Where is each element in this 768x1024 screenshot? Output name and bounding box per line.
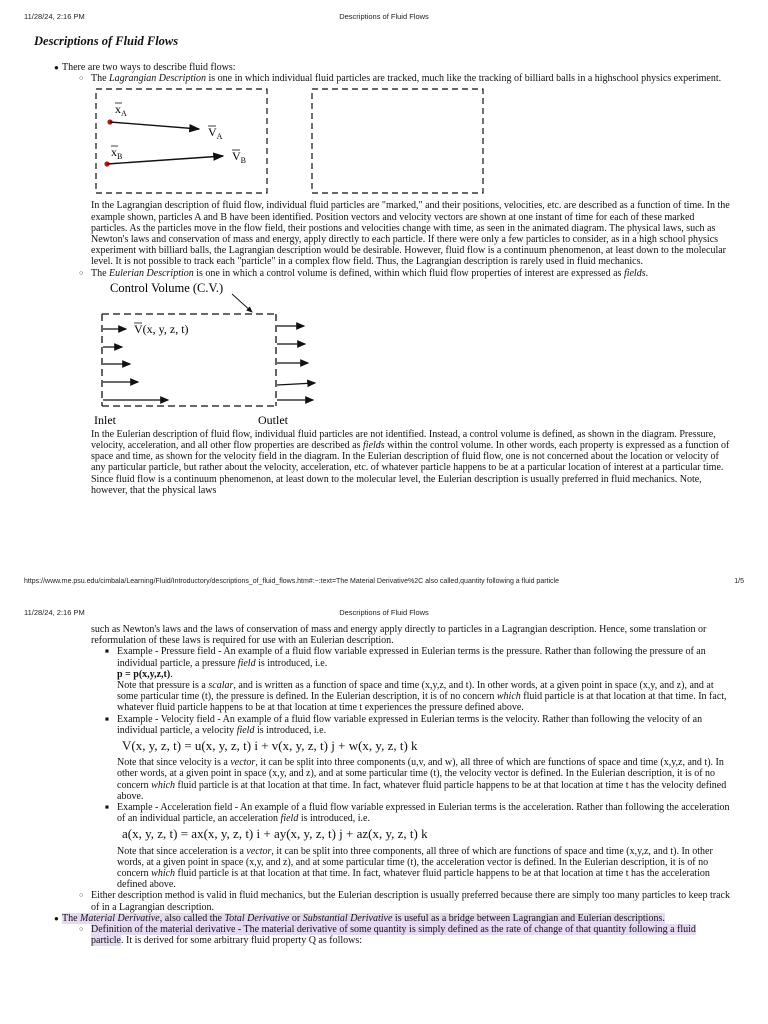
page-header (0, 608, 768, 622)
label-xa: $x_A$ (115, 102, 127, 119)
page-2-content (0, 624, 768, 946)
lagrangian-lead: The Lagrangian Description is one in which individual fluid particles are tracked, much like the tracking of billiard balls in a highschool physics experiment. (91, 73, 722, 85)
inlet-velocity-arrows (103, 329, 168, 400)
eulerian-paragraph-continued: such as Newton's laws and the laws of conservation of mass and energy apply directly to particles in a Lagrangian description. Hence, some translation or reformulation of these laws is required for use with an Eulerian description. (91, 624, 707, 647)
page-1-content (0, 62, 768, 496)
eulerian-paragraph: In the Eulerian description of fluid flow, individual fluid particles are not identified. Instead, a control volume is defined, as shown in the diagram. Pressure, velocity, acceleration, and all other flow properties are described as fields within the control volume. In other words, each property is expressed as a function of space and time, as shown for the velocity field in the diagram. In the Eulerian description of fluid flow, one is not concerned about the location or velocity of any particular particle, but rather about the velocity, acceleration, etc. of whatever particle happens to be at a particular location of interest at a particular time. Since fluid flow is a continuum phenomenon, at least down to the molecular level, the Eulerian description is usually preferred in fluid mechanics. Note, however, that the physical laws (91, 428, 730, 496)
lagrangian-frame-left (96, 89, 267, 193)
eulerian-lead: The Eulerian Description is one in which a control volume is defined, within which fluid flow properties of interest are expressed as fields. (91, 267, 649, 279)
bullet-circle: ○ (79, 74, 84, 83)
bullet-circle: ○ (79, 268, 84, 277)
outlet-label: Outlet (258, 412, 288, 427)
list-item-lagrangian (0, 73, 768, 84)
outlet-velocity-arrows (277, 326, 315, 400)
label-va: $V_A$ (208, 125, 223, 142)
list-item-intro (0, 62, 768, 73)
velocity-arrow-b (107, 156, 223, 164)
pressure-formula: p = p(x,y,z,t) (117, 668, 171, 680)
bullet-circle: ○ (79, 891, 84, 900)
bullet-disc: ● (54, 63, 59, 72)
velocity-arrow-a (110, 122, 199, 129)
list-item-eulerian (0, 268, 768, 279)
either-text: Either description method is valid in fluid mechanics, but the Eulerian description is usually preferred because there are simply too many particles to keep track of in a Lagrangian description. (91, 890, 730, 913)
example-pressure: ■ Example - Pressure field - An example of a fluid flow variable expressed in Eulerian terms is the pressure. Rather than following the pressure of an individual particle, a pressure field is introduced, i.e. p = p(x,y,z,t). Note that pressure is a scalar, and is written as a function of space and time (x,y,z, and t). In other words, at a given point in space (x,y, and z), and at some particular time (t), the pressure is defined. In the Eulerian description, it is of no concern which fluid particle is at that location at that time. In fact, whatever fluid particle happens to be at that location at time t experiences the pressure defined above. (105, 646, 727, 714)
velocity-field-label: V(x, y, z, t) (134, 321, 189, 336)
page-title: Descriptions of Fluid Flows (34, 34, 179, 48)
material-derivative-highlight: The Material Derivative, also called the Total Derivative or Substantial Derivative is useful as a bridge between Lagrangian and Eulerian descriptions. (62, 912, 665, 924)
header-title: Descriptions of Fluid Flows (339, 608, 429, 617)
bullet-circle: ○ (79, 925, 84, 934)
eulerian-diagram (0, 279, 768, 429)
footer-url: https://www.me.psu.edu/cimbala/Learning/Fluid/Introductory/descriptions_of_fluid_flows.htm#:~:text=The Material Derivative%2C also called,quantity following a fluid particle (24, 578, 559, 585)
bullet-square: ■ (105, 715, 109, 723)
page-gap (0, 582, 768, 604)
lagrangian-paragraph: In the Lagrangian description of fluid flow, individual fluid particles are "marked," and their positions, velocities, etc. are described as a function of time. In the example shown, particles A and B have been identified. Position vectors and velocity vectors are shown at one instant of time for each of these marked particles. As the particles move in the flow field, their postions and velocities change with time, as seen in the animated diagram. The physical laws, such as Newton's laws and conservation of mass and energy, apply directly to each particle. If there were only a few particles to consider, as in a high school physics experiment with billiard balls, the Lagrangian description would be desirable. However, fluid flow is a continuum phenomenon, at least down to the molecular level. It is not possible to track each "particle" in a complex flow field. Thus, the Lagrangian description is rarely used in fluid mechanics. (91, 200, 730, 268)
label-vb: $V_B$ (232, 149, 247, 166)
acceleration-formula: a(x, y, z, t) = ax(x, y, z, t) i + ay(x, y, z, t) j + az(x, y, z, t) k (122, 826, 428, 842)
bullet-disc: ● (54, 913, 59, 923)
inlet-label: Inlet (94, 412, 116, 427)
velocity-formula: V(x, y, z, t) = u(x, y, z, t) i + v(x, y, z, t) j + w(x, y, z, t) k (122, 738, 418, 754)
header-datetime: 11/28/24, 2:16 PM (24, 608, 85, 617)
list-item-material-derivative (0, 913, 768, 924)
control-volume-label: Control Volume (C.V.) (110, 280, 224, 295)
header-datetime: 11/28/24, 2:16 PM (24, 12, 85, 21)
lagrangian-frame-right (312, 89, 483, 193)
label-xb: $x_B$ (111, 145, 123, 162)
eulerian-term: Eulerian Description (109, 267, 194, 279)
page-header (0, 12, 768, 26)
intro-text: There are two ways to describe fluid flows: (62, 62, 236, 73)
footer-page-number: 1/5 (734, 578, 744, 585)
bullet-square: ■ (105, 804, 109, 812)
header-title: Descriptions of Fluid Flows (339, 12, 429, 21)
pdf-page-2 (0, 604, 768, 1024)
list-item-definition: ○ Definition of the material derivative - The material derivative of some quantity is simply defined as the rate of change of that quantity following a fluid particle. It is derived for some arbitrary fluid property Q as follows: (79, 924, 696, 947)
example-acceleration: ■ Example - Acceleration field - An example of a fluid flow variable expressed in Eulerian terms is the acceleration. Rather than following the acceleration of an individual particle, an acceleration field is introduced, i.e. a(x, y, z, t) = ax(x, y, z, t) i + ay(x, y, z, t) j + az(x, y, z, t) k Note that since acceleration is a vector, it can be split into three components, all three of which are functions of space and time (x,y,z, and t). In other words, at a given point in space (x,y, and z), and at some particular time (t), the acceleration vector is defined. In the Eulerian description, it is of no concern which fluid particle is at that location at that time. In fact, whatever fluid particle happens to be at that location at time t has the acceleration defined above. (0, 802, 768, 890)
example-velocity: ■ Example - Velocity field - An example of a fluid flow variable expressed in Eulerian terms is the velocity. Rather than following the velocity of an individual particle, a velocity field is introduced, i.e. V(x, y, z, t) = u(x, y, z, t) i + v(x, y, z, t) j + w(x, y, z, t) k Note that since velocity is a vector, it can be split into three components (u,v, and w), all three of which are functions of space and time (x,y,z, and t). In other words, at a given point in space (x,y, and z), and at some particular time (t), the velocity vector is defined. In the Eulerian description, it is of no concern which fluid particle is at that location at that time. In fact, whatever fluid particle happens to be at that location at time t has the velocity defined above. (0, 714, 768, 802)
lagrangian-diagram (0, 84, 768, 200)
definition-highlight: Definition of the material derivative - The material derivative of some quantity is simply defined as the rate of change of that quantity following a fluid particle (91, 924, 696, 947)
lagrangian-term: Lagrangian Description (109, 73, 206, 85)
bullet-square: ■ (105, 648, 109, 656)
list-item-either (0, 890, 768, 912)
